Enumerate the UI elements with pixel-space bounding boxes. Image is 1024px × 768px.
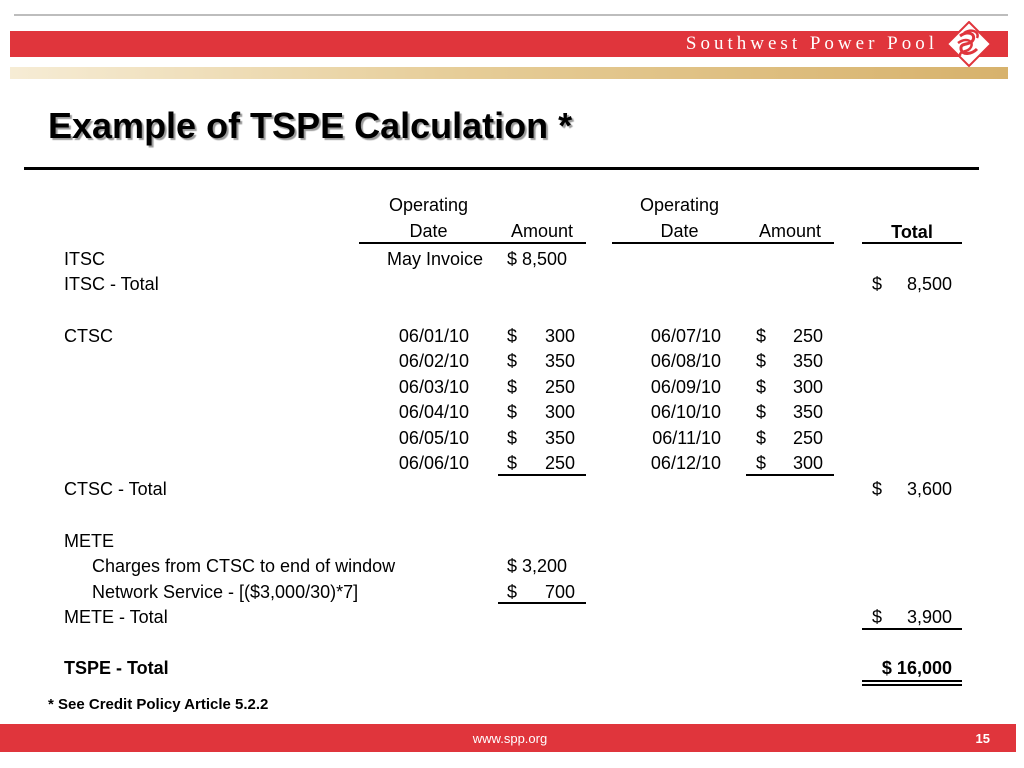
ctsc-currency-2: $ <box>756 351 767 371</box>
ctsc-amount-2: 250 <box>792 428 823 448</box>
ctsc-date-2: 06/07/10 <box>650 326 721 346</box>
ctsc-amount-1: 300 <box>544 402 575 422</box>
ctsc-subtotal-rule-1 <box>498 474 586 476</box>
mete-subtotal-rule <box>498 602 586 604</box>
mete-line1-label: Charges from CTSC to end of window <box>92 556 396 576</box>
ctsc-amount-1: 250 <box>544 377 575 397</box>
ctsc-date-2: 06/12/10 <box>650 453 721 473</box>
ctsc-currency-2: $ <box>756 428 767 448</box>
footnote: * See Credit Policy Article 5.2.2 <box>48 696 269 713</box>
ctsc-currency-1: $ <box>507 428 518 448</box>
ctsc-total-value: 3,600 <box>906 479 952 499</box>
header-top-rule <box>14 14 1008 16</box>
itsc-date: May Invoice <box>386 249 483 269</box>
header-total: Total <box>891 222 933 242</box>
ctsc-currency-2: $ <box>756 377 767 397</box>
ctsc-total-currency: $ <box>872 479 883 499</box>
itsc-total-value: 8,500 <box>906 274 952 294</box>
tspe-total-label: TSPE - Total <box>64 658 169 678</box>
header-amount-2: Amount <box>758 221 822 241</box>
mete-total-label: METE - Total <box>64 607 168 627</box>
ctsc-currency-1: $ <box>507 453 518 473</box>
mete-line2-value: 700 <box>544 582 575 602</box>
header-amount-1: Amount <box>510 221 574 241</box>
itsc-total-label: ITSC - Total <box>64 274 159 294</box>
header-gold-bar <box>10 67 1008 79</box>
ctsc-date-2: 06/08/10 <box>650 351 721 371</box>
ctsc-currency-1: $ <box>507 351 518 371</box>
ctsc-currency-2: $ <box>756 453 767 473</box>
slide-title: Example of TSPE Calculation * <box>48 105 573 146</box>
ctsc-total-label: CTSC - Total <box>64 479 167 499</box>
header-operating-date-1: Operating <box>388 195 469 215</box>
brand-name: Southwest Power Pool <box>685 33 938 54</box>
mete-line2-label: Network Service - [($3,000/30)*7] <box>92 582 359 602</box>
ctsc-date-1: 06/05/10 <box>398 428 469 448</box>
ctsc-date-2: 06/10/10 <box>650 402 721 422</box>
ctsc-amount-1: 350 <box>544 428 575 448</box>
header-operating-date-1-line2: Date <box>409 221 448 241</box>
ctsc-amount-2: 250 <box>792 326 823 346</box>
ctsc-currency-1: $ <box>507 402 518 422</box>
mete-line1-amount: $ 3,200 <box>507 556 568 576</box>
ctsc-amount-2: 300 <box>792 377 823 397</box>
ctsc-amount-1: 350 <box>544 351 575 371</box>
itsc-total-currency: $ <box>872 274 883 294</box>
ctsc-currency-2: $ <box>756 326 767 346</box>
ctsc-date-2: 06/11/10 <box>652 428 721 448</box>
tspe-double-rule-bottom <box>862 684 962 686</box>
ctsc-amount-2: 350 <box>792 351 823 371</box>
mete-total-currency: $ <box>872 607 883 627</box>
header-rule-left <box>359 242 586 244</box>
ctsc-date-1: 06/04/10 <box>398 402 469 422</box>
header-rule-middle <box>612 242 834 244</box>
header-operating-date-2-line2: Date <box>660 221 699 241</box>
ctsc-date-1: 06/02/10 <box>398 351 469 371</box>
page-number: 15 <box>975 731 990 746</box>
ctsc-amount-1: 250 <box>544 453 575 473</box>
title-underline <box>24 167 979 170</box>
itsc-label: ITSC <box>64 249 106 269</box>
mete-total-value: 3,900 <box>906 607 952 627</box>
ctsc-currency-1: $ <box>507 377 518 397</box>
mete-total-rule <box>862 628 962 630</box>
ctsc-date-2: 06/09/10 <box>650 377 721 397</box>
header-rule-total <box>862 242 962 244</box>
spp-ribbon-logo-icon <box>946 21 992 67</box>
ctsc-amount-2: 350 <box>792 402 823 422</box>
mete-line2-currency: $ <box>507 582 518 602</box>
tspe-double-rule-top <box>862 680 962 682</box>
ctsc-subtotal-rule-2 <box>746 474 834 476</box>
mete-label: METE <box>64 531 115 551</box>
footer-url-link[interactable]: www.spp.org <box>472 731 548 746</box>
ctsc-currency-1: $ <box>507 326 518 346</box>
itsc-amount: $ 8,500 <box>507 249 568 269</box>
ctsc-date-1: 06/06/10 <box>398 453 469 473</box>
ctsc-currency-2: $ <box>756 402 767 422</box>
tspe-total-value: $ 16,000 <box>881 658 952 678</box>
ctsc-amount-2: 300 <box>792 453 823 473</box>
ctsc-date-1: 06/03/10 <box>398 377 469 397</box>
header-operating-date-2: Operating <box>639 195 720 215</box>
ctsc-amount-1: 300 <box>544 326 575 346</box>
ctsc-date-1: 06/01/10 <box>398 326 469 346</box>
ctsc-label: CTSC <box>64 326 113 346</box>
